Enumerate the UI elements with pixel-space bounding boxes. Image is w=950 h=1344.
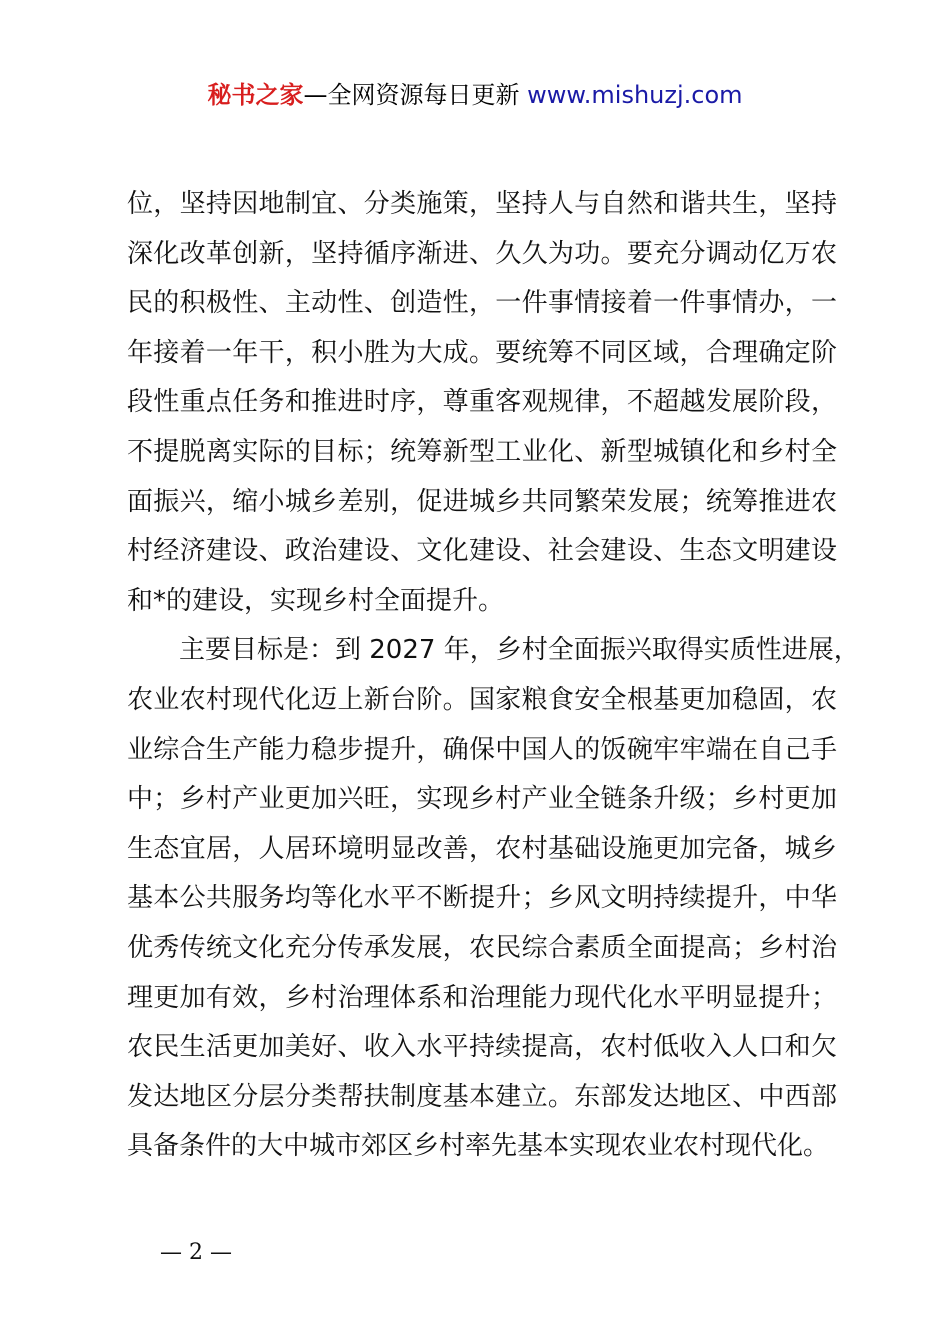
text-line: 业综合生产能力稳步提升，确保中国人的饭碗牢牢端在自己手 <box>127 734 837 765</box>
text-line: 具备条件的大中城市郊区乡村率先基本实现农业农村现代化。 <box>127 1131 830 1162</box>
text-line: 深化改革创新，坚持循序渐进、久久为功。要充分调动亿万农 <box>127 238 837 269</box>
text-line: 村经济建设、政治建设、文化建设、社会建设、生态文明建设 <box>127 536 837 567</box>
document-body <box>127 180 860 1172</box>
text-line: 中；乡村产业更加兴旺，实现乡村产业全链条升级；乡村更加 <box>127 784 837 815</box>
site-header <box>0 78 950 112</box>
site-url-link[interactable]: www.mishuzj.com <box>527 81 743 109</box>
text-line: 发达地区分层分类帮扶制度基本建立。东部发达地区、中西部 <box>127 1081 837 1112</box>
text-line: 理更加有效，乡村治理体系和治理能力现代化水平明显提升； <box>127 982 837 1013</box>
text-line: 和*的建设，实现乡村全面提升。 <box>127 585 505 616</box>
text-line: 基本公共服务均等化水平不断提升；乡风文明持续提升，中华 <box>127 883 837 914</box>
page-number: — 2 — <box>160 1240 232 1265</box>
text-line: 民的积极性、主动性、创造性，一件事情接着一件事情办，一 <box>127 288 837 319</box>
text-line: 主要目标是：到 2027 年，乡村全面振兴取得实质性进展， <box>179 635 860 666</box>
text-line: 年接着一年干，积小胜为大成。要统筹不同区域，合理确定阶 <box>127 337 837 368</box>
site-brand[interactable]: 秘书之家 <box>207 81 304 109</box>
text-line: 生态宜居，人居环境明显改善，农村基础设施更加完备，城乡 <box>127 833 837 864</box>
text-line: 不提脱离实际的目标；统筹新型工业化、新型城镇化和乡村全 <box>127 436 837 467</box>
site-tagline: —全网资源每日更新 <box>303 81 520 109</box>
text-line: 面振兴，缩小城乡差别，促进城乡共同繁荣发展；统筹推进农 <box>127 486 837 517</box>
text-line: 农民生活更加美好、收入水平持续提高，农村低收入人口和欠 <box>127 1032 837 1063</box>
text-line: 优秀传统文化充分传承发展，农民综合素质全面提高；乡村治 <box>127 932 837 963</box>
text-line: 农业农村现代化迈上新台阶。国家粮食安全根基更加稳固，农 <box>127 684 837 715</box>
text-line: 位，坚持因地制宜、分类施策，坚持人与自然和谐共生，坚持 <box>127 189 837 219</box>
text-line: 段性重点任务和推进时序，尊重客观规律，不超越发展阶段， <box>127 387 837 418</box>
paragraph-main-goals <box>127 626 860 1172</box>
paragraph-principles <box>127 180 837 626</box>
